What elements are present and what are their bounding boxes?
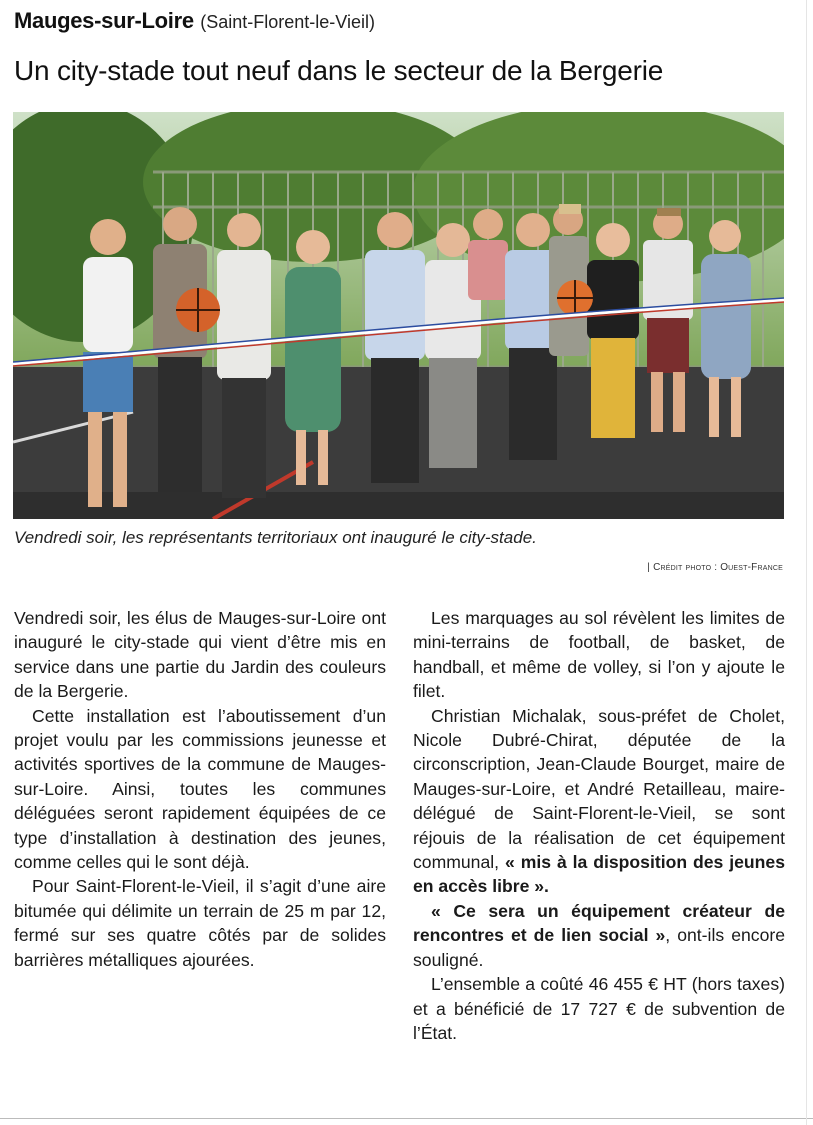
bottom-rule <box>0 1118 813 1119</box>
article-column-right <box>413 606 785 1045</box>
photo-credit <box>647 562 783 573</box>
paragraph <box>413 704 785 899</box>
subtown-name: (Saint-Florent-le-Vieil) <box>200 12 375 32</box>
paragraph: Cette installation est l’aboutissement d’un projet voulu par les commissions jeunesse et activités sportives de la commune de Mauges-sur-Loire. Ainsi, toutes les communes déléguées seront rapidement équipées de ce type d’installation à destination des jeunes, comme celles qui le sont déjà. <box>14 705 386 873</box>
credit-label: Crédit photo : <box>653 562 718 573</box>
paragraph <box>413 899 785 972</box>
headline: Un city-stade tout neuf dans le secteur de la Bergerie <box>14 55 664 86</box>
paragraph-text: , ont-ils encore souligné. <box>413 925 785 970</box>
paragraph-text: Christian Michalak, sous-préfet de Cholet, Nicole Dubré-Chirat, députée de la circonscription, Jean-Claude Bourget, maire de Mauges-sur-Loire, et André Retailleau, maire-délégué de Saint-Florent-le-Vieil, se sont réjouis de la réalisation de cet équipement communal, <box>413 705 785 873</box>
credit-source: Ouest-France <box>720 562 783 573</box>
paragraph: L’ensemble a coûté 46 455 € HT (hors taxes) et a bénéficié de 17 727 € de subvention de l’État. <box>413 974 785 1043</box>
paragraph: Pour Saint-Florent-le-Vieil, il s’agit d’une aire bitumée qui délimite un terrain de 25 m par 12, fermé sur ses quatre côtés par de solides barrières métalliques ajourées. <box>14 876 386 970</box>
quote: « mis à la disposition des jeunes en accès libre ». <box>413 852 785 897</box>
town-name: Mauges-sur-Loire <box>14 8 194 33</box>
credit-mark: | <box>647 562 651 573</box>
quote: « Ce sera un équipement créateur de rencontres et de lien social » <box>413 900 785 946</box>
paragraph: Vendredi soir, les élus de Mauges-sur-Loire ont inauguré le city-stade qui vient d’être mis en service dans une partie du Jardin des couleurs de la Bergerie. <box>14 608 386 702</box>
photo-caption: Vendredi soir, les représentants territoriaux ont inauguré le city-stade. <box>14 528 537 547</box>
article-column-left <box>14 606 386 972</box>
photo-illustration <box>13 112 784 519</box>
inauguration-photo <box>13 112 784 519</box>
right-edge-separator <box>806 0 807 1125</box>
article-header <box>14 8 804 38</box>
paragraph: Les marquages au sol révèlent les limites de mini-terrains de football, de basket, de handball, et même de volley, si l’on y ajoute le filet. <box>413 608 785 702</box>
